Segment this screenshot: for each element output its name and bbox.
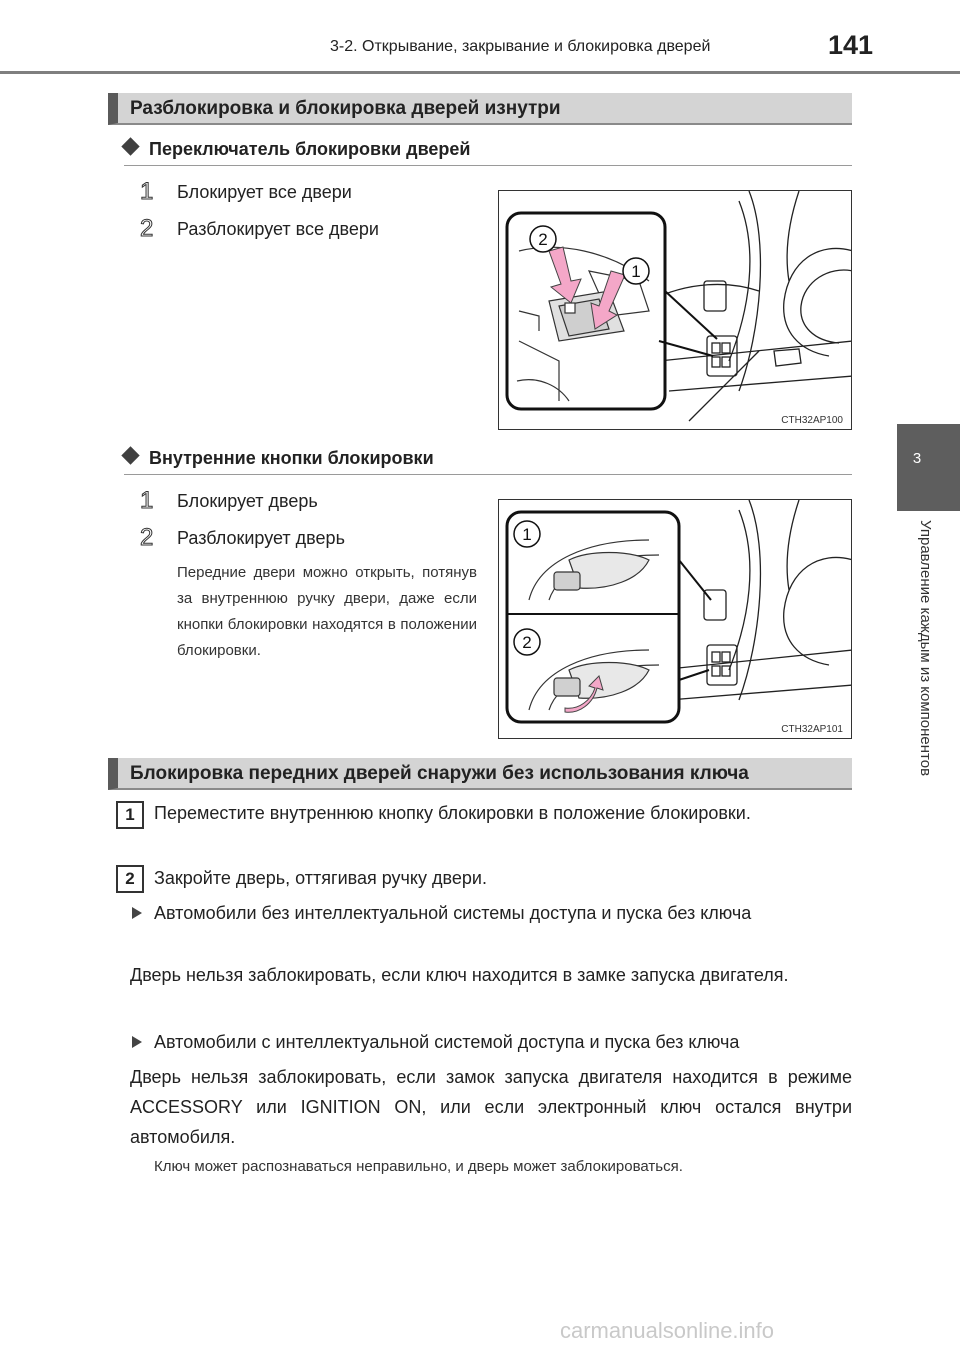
bullet-arrow-icon [132,1036,142,1048]
section-title: Разблокировка и блокировка дверей изнутри [130,98,561,119]
item-text: Разблокирует все двери [177,219,379,239]
chapter-tab [897,424,960,511]
section-header-inside-locking [108,93,852,125]
chapter-number: 3 [912,450,922,467]
step-number: 2 [116,865,144,893]
subheading-door-lock-switch [124,139,471,160]
door-lock-switch-illustration [499,191,852,430]
item-number: 1 [140,487,154,514]
figure-callout-1: 1 [522,525,532,544]
footnote: Ключ может распознаваться неправильно, и дверь может заблокироваться. [154,1158,683,1175]
diamond-icon [121,137,139,155]
bullet-arrow-icon [132,907,142,919]
bullet-title: Автомобили без интеллектуальной системы доступа и пуска без ключа [154,903,752,923]
step-text: Закройте дверь, оттягивая ручку двери. [154,868,487,888]
diamond-icon [121,446,139,464]
subheading-rule [124,474,852,475]
step-text: Переместите внутреннюю кнопку блокировки в положение блокировки. [154,803,751,823]
item-number: 1 [140,178,154,205]
step-number: 1 [116,801,144,829]
figure-code: CTH32AP100 [781,415,843,426]
figure-callout-2: 2 [538,230,548,249]
item-number: 2 [140,524,154,551]
figure-code: CTH32AP101 [781,724,843,735]
subheading-text: Переключатель блокировки дверей [149,139,471,159]
item-text: Разблокирует дверь [177,528,345,548]
subheading-text: Внутренние кнопки блокировки [149,448,434,468]
item-number: 2 [140,215,154,242]
figure-callout-2: 2 [522,633,532,652]
figure-door-lock-switch [498,190,852,430]
watermark: carmanualsonline.info [560,1318,775,1343]
running-header: 3-2. Открывание, закрывание и блокировка дверей [330,38,711,55]
bullet-title: Автомобили с интеллектуальной системой доступа и пуска без ключа [154,1032,740,1052]
item-text: Блокирует все двери [177,182,352,202]
subheading-rule [124,165,852,166]
note-paragraph: Передние двери можно открыть, потянув за внутреннюю ручку двери, даже если кнопки блокировки находятся в положении блокировки. [177,564,477,659]
figure-inside-lock-buttons [498,499,852,739]
page-number: 141 [828,30,874,60]
chapter-label: Управление каждым из компонентов [917,520,934,777]
item-text: Блокирует дверь [177,491,318,511]
bullet-body: Дверь нельзя заблокировать, если замок запуска двигателя находится в режиме ACCESSORY или IGNITION ON, или если электронный ключ остался внутри автомобиля. [130,1067,852,1147]
subheading-inside-lock-buttons [124,448,434,469]
bullet-body: Дверь нельзя заблокировать, если ключ находится в замке запуска двигателя. [130,965,789,985]
figure-callout-1: 1 [631,262,641,281]
section-title: Блокировка передних дверей снаружи без использования ключа [130,763,749,784]
section-header-outside-locking [108,758,852,790]
header-rule [0,71,960,74]
inside-lock-buttons-illustration [499,500,852,739]
